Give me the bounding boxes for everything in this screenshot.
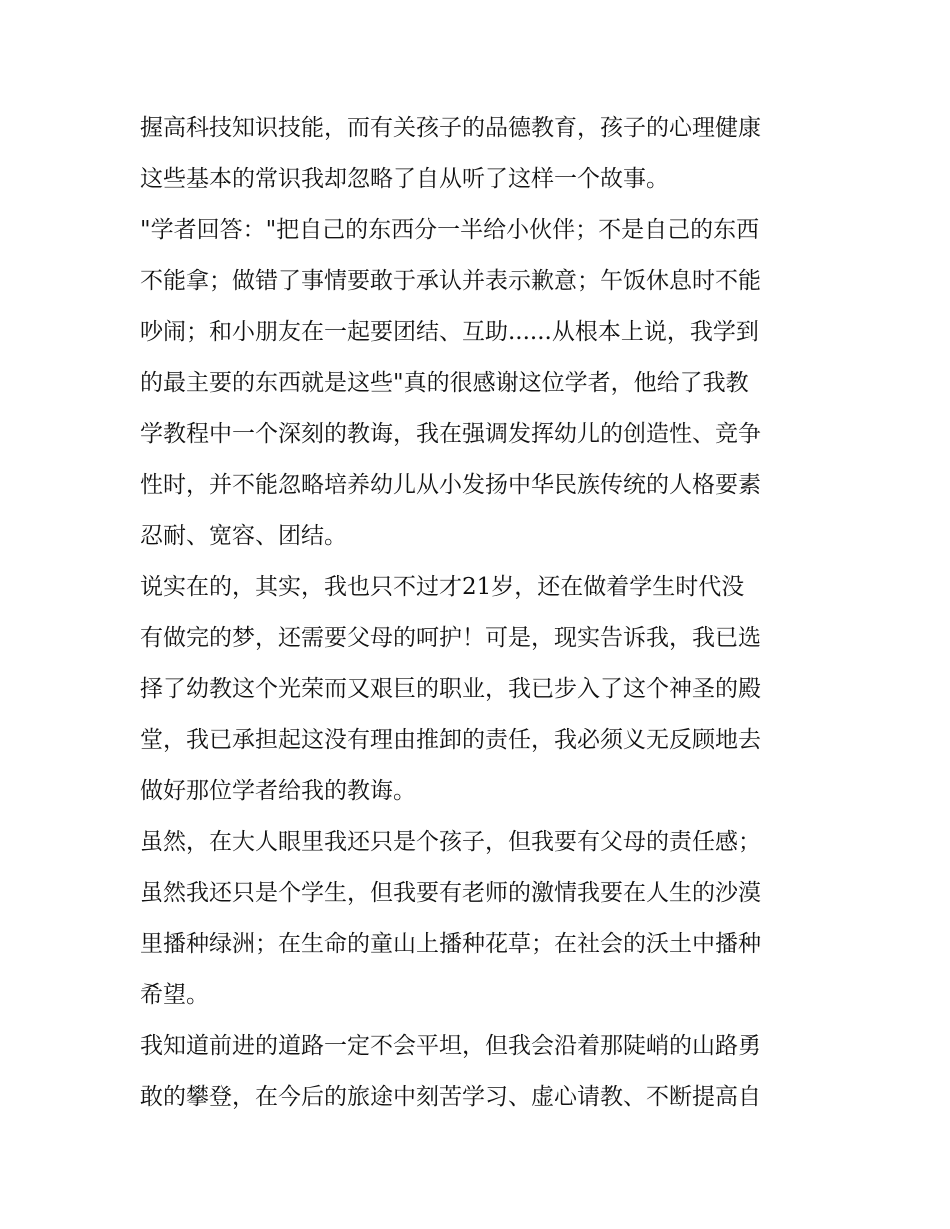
text-line: 说实在的，其实，我也只不过才21岁，还在做着学生时代没	[140, 574, 745, 600]
text-line: 性时，并不能忽略培养幼儿从小发扬中华民族传统的人格要素	[140, 472, 761, 498]
text-line: 忍耐、宽容、团结。	[140, 523, 347, 549]
text-line: 这些基本的常识我却忽略了自从听了这样一个故事。	[140, 166, 669, 192]
text-line: 希望。	[140, 982, 209, 1008]
text-line: 择了幼教这个光荣而又艰巨的职业，我已步入了这个神圣的殿	[140, 676, 761, 702]
text-line: 不能拿；做错了事情要敢于承认并表示歉意；午饭休息时不能	[140, 268, 761, 294]
text-line: 学教程中一个深刻的教诲，我在强调发挥幼儿的创造性、竞争	[140, 421, 761, 447]
text-line: 虽然，在大人眼里我还只是个孩子，但我要有父母的责任感；	[140, 829, 761, 855]
text-line: 我知道前进的道路一定不会平坦，但我会沿着那陡峭的山路勇	[140, 1033, 761, 1059]
text-line: 握高科技知识技能，而有关孩子的品德教育，孩子的心理健康	[140, 115, 761, 141]
text-line: 吵闹；和小朋友在一起要团结、互助......从根本上说，我学到	[140, 319, 759, 345]
text-line: 虽然我还只是个学生，但我要有老师的激情我要在人生的沙漠	[140, 880, 761, 906]
text-line: 做好那位学者给我的教诲。	[140, 778, 416, 804]
document-body	[140, 103, 816, 1123]
text-line: 的最主要的东西就是这些"真的很感谢这位学者，他给了我教	[140, 370, 749, 396]
text-line: "学者回答："把自己的东西分一半给小伙伴；不是自己的东西	[140, 217, 760, 243]
text-line: 里播种绿洲；在生命的童山上播种花草；在社会的沃土中播种	[140, 931, 761, 957]
text-line: 敢的攀登，在今后的旅途中刻苦学习、虚心请教、不断提高自	[140, 1084, 761, 1110]
text-line: 有做完的梦，还需要父母的呵护！可是，现实告诉我，我已选	[140, 625, 761, 651]
text-line: 堂，我已承担起这没有理由推卸的责任，我必须义无反顾地去	[140, 727, 761, 753]
